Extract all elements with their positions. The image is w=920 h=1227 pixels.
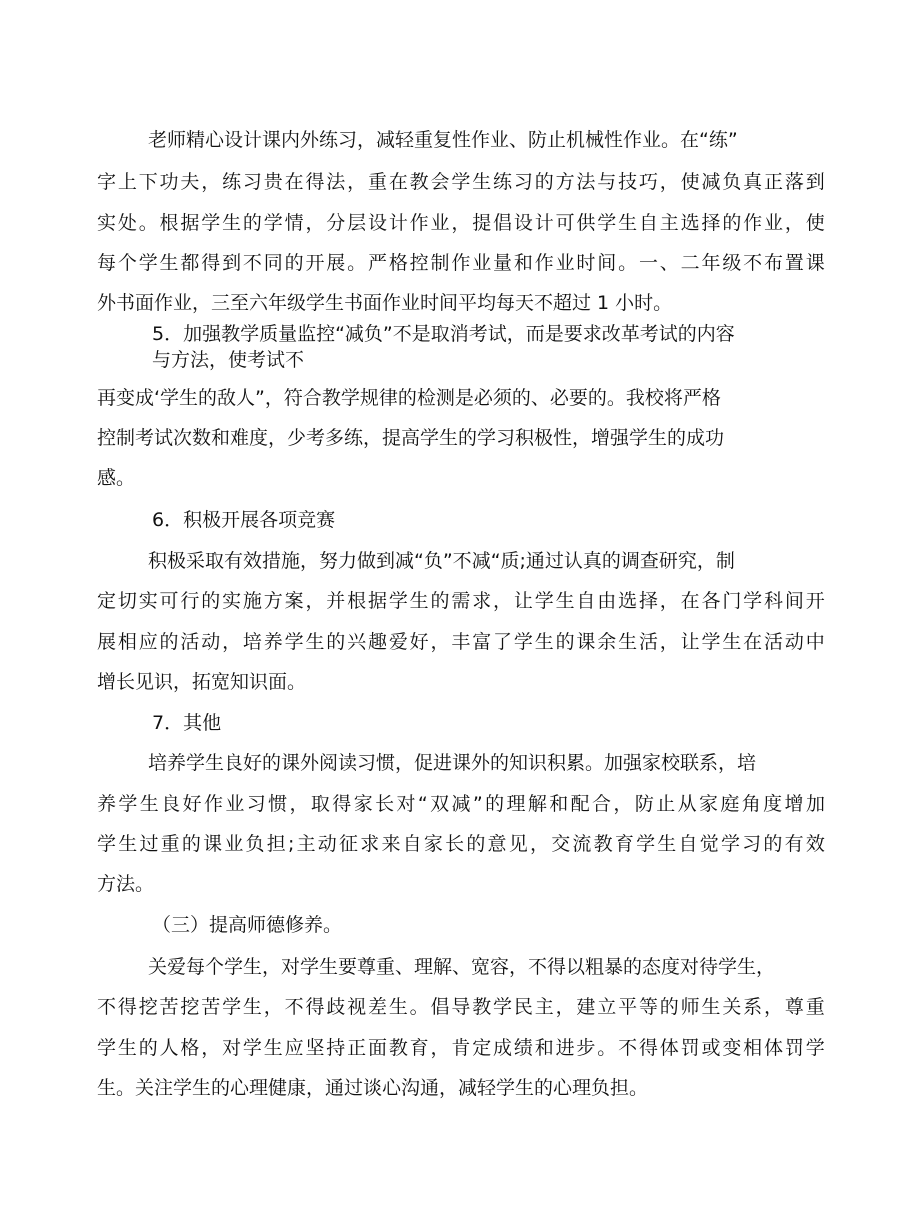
section-5-line-4: 控制考试次数和难度，少考多练，提高学生的学习积极性，增强学生的成功 — [97, 427, 725, 449]
p1-line-3: 实 处 。 根 据 学 生 的 学 情 ， 分 层 设 计 作 业 ， 提 倡 设 计 可 供 学 生 自 主 选 择 的 作 业 ， 使 — [97, 212, 825, 234]
p1-line-2: 字 上 下 功 夫 ， 练 习 贵 在 得 法 ， 重 在 教 会 学 生 练 习 的 方 法 与 技 巧 ， 使 减 负 真 正 落 到 — [97, 171, 825, 193]
p1-line-1: 老师精心设计课内外练习，减轻重复性作业、防止机械性作业。在“练” — [148, 129, 738, 151]
section-6-line-1: 积极采取有效措施，努力做到减“负”不减“质;通过认真的调查研究，制 — [148, 550, 735, 572]
section-5-line-2: 与方法，使考试不 — [152, 349, 305, 371]
section-5-line-1: 5．加强教学质量监控“减负”不是取消考试，而是要求改革考试的内容 — [152, 323, 735, 345]
section-3-line-3: 学 生 的 人 格 ， 对 学 生 应 坚 持 正 面 教 育 ， 肯 定 成 绩 和 进 步 。 不 得 体 罚 或 变 相 体 罚 学 — [97, 1037, 825, 1059]
section-3-line-1: 关爱每个学生，对学生要尊重、理解、宽容，不得以粗暴的态度对待学生， — [148, 956, 776, 978]
section-5-line-3: 再变成‘学生的敌人”，符合教学规律的检测是必须的、必要的。我校将严格 — [97, 387, 721, 409]
section-3-heading: （三）提高师德修养。 — [152, 914, 343, 936]
section-7-line-2: 养 学 生 良 好 作 业 习 惯 ， 取 得 家 长 对 “ 双 减 ” 的 理 解 和 配 合 ， 防 止 从 家 庭 角 度 增 加 — [97, 793, 825, 815]
section-6-heading: 6．积极开展各项竞赛 — [152, 509, 336, 531]
section-6-line-2: 定 切 实 可 行 的 实 施 方 案 ， 并 根 据 学 生 的 需 求 ， 让 学 生 自 由 选 择 ， 在 各 门 学 科 间 开 — [97, 590, 825, 612]
section-6-line-4: 增长见识，拓宽知识面。 — [97, 671, 307, 693]
p1-line-4: 每 个 学 生 都 得 到 不 同 的 开 展 。 严 格 控 制 作 业 量 和 作 业 时 间 。 一 、 二 年 级 不 布 置 课 — [97, 252, 825, 274]
section-3-line-2: 不 得 挖 苦 挖 苦 学 生 ， 不 得 歧 视 差 生 。 倡 导 教 学 民 主 ， 建 立 平 等 的 师 生 关 系 ， 尊 重 — [97, 996, 825, 1018]
section-7-line-3: 学 生 过 重 的 课 业 负 担 ; 主 动 征 求 来 自 家 长 的 意 见 ， 交 流 教 育 学 生 自 觉 学 习 的 有 效 — [97, 833, 825, 855]
p1-line-5: 外书面作业，三至六年级学生书面作业时间平均每天不超过 1 小时。 — [97, 292, 673, 314]
section-5-line-5: 感。 — [97, 467, 136, 489]
section-7-heading: 7．其他 — [152, 712, 222, 734]
section-7-line-1: 培养学生良好的课外阅读习惯，促进课外的知识积累。加强家校联系，培 — [148, 752, 757, 774]
section-6-line-3: 展 相 应 的 活 动 ， 培 养 学 生 的 兴 趣 爱 好 ， 丰 富 了 学 生 的 课 余 生 活 ， 让 学 生 在 活 动 中 — [97, 631, 825, 653]
section-3-line-4: 生。关注学生的心理健康，通过谈心沟通，减轻学生的心理负担。 — [97, 1077, 649, 1099]
section-7-line-4: 方法。 — [97, 873, 155, 895]
